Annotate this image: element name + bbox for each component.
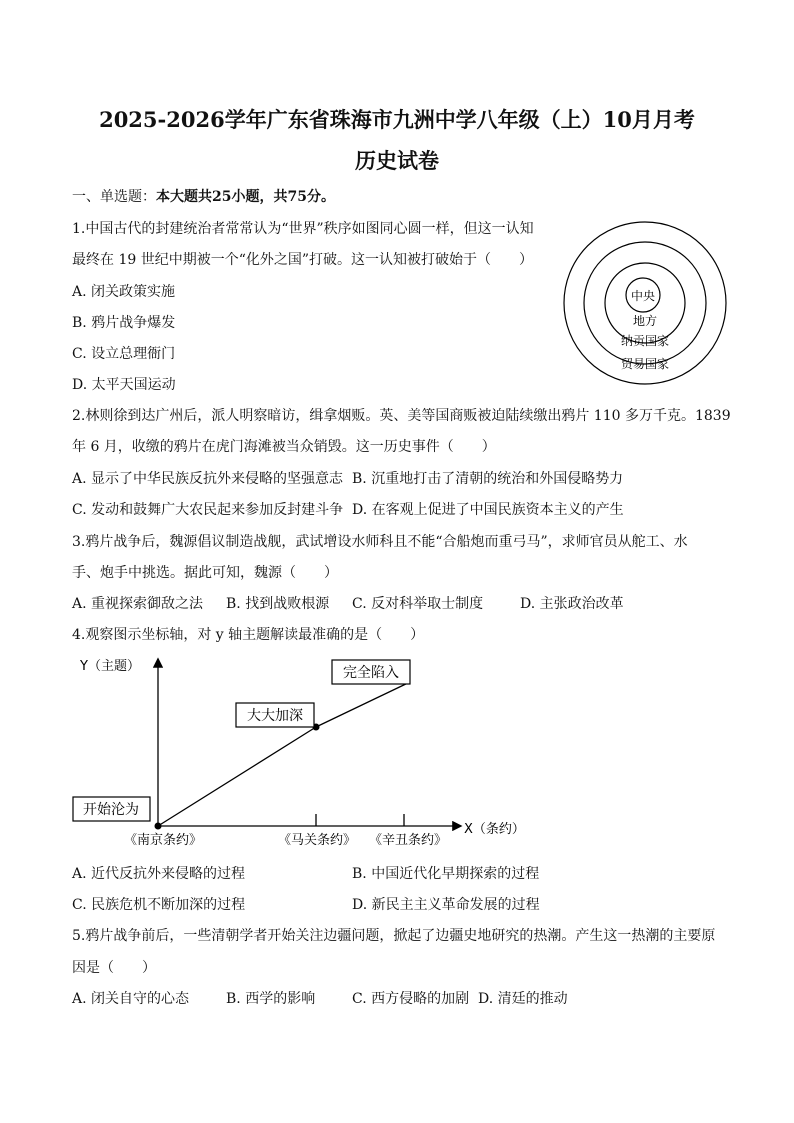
q3-option-b[interactable]: B. 找到战败根源: [226, 596, 330, 612]
q1-option-d[interactable]: D. 太平天国运动: [72, 377, 176, 393]
q1-option-c[interactable]: C. 设立总理衙门: [72, 346, 176, 362]
trend-line-2: [316, 682, 410, 727]
q2-option-b[interactable]: B. 沉重地打击了清朝的统治和外国侵略势力: [352, 471, 624, 487]
box-mid-label: 大大加深: [247, 708, 303, 724]
q5-option-a[interactable]: A. 闭关自守的心态: [72, 991, 190, 1007]
q3-option-a[interactable]: A. 重视探索御敌之法: [72, 596, 204, 612]
q5-stem-line2: 因是（ ）: [72, 960, 156, 976]
q5-option-b[interactable]: B. 西学的影响: [226, 991, 316, 1007]
trend-line-1: [158, 727, 316, 826]
section-prefix: 一、单选题：: [72, 189, 156, 205]
y-axis-label: Y（主题）: [80, 659, 140, 674]
q4-stem-line1: 4.观察图示坐标轴，对 y 轴主题解读最准确的是（ ）: [72, 627, 425, 643]
q3-stem-line2: 手、炮手中挑选。据此可知，魏源（ ）: [72, 565, 338, 581]
q2-option-a[interactable]: A. 显示了中华民族反抗外来侵略的坚强意志: [72, 471, 344, 487]
section-desc: 本大题共25小题，共75分。: [156, 189, 335, 205]
label-center: 中央: [630, 289, 656, 303]
q5-stem-line1: 5.鸦片战争前后，一些清朝学者开始关注边疆问题，掀起了边疆史地研究的热潮。产生这一热潮的主要原: [72, 928, 716, 944]
q4-option-b[interactable]: B. 中国近代化早期探索的过程: [352, 866, 540, 882]
q1-stem-line1: 1.中国古代的封建统治者常常认为“世界”秩序如图同心圆一样，但这一认知: [72, 221, 534, 237]
section-heading: [72, 186, 335, 206]
q2-option-c[interactable]: C. 发动和鼓舞广大农民起来参加反封建斗争: [72, 502, 344, 518]
x-label-maguan: 《马关条约》: [277, 833, 357, 848]
box-start-label: 开始沦为: [83, 802, 139, 818]
x-axis-label: X（条约）: [464, 822, 525, 837]
exam-title: 2025-2026学年广东省珠海市九洲中学八年级（上）10月月考: [99, 107, 695, 132]
q3-option-d[interactable]: D. 主张政治改革: [520, 596, 624, 612]
q3-option-c[interactable]: C. 反对科举取士制度: [352, 596, 484, 612]
label-local: 地方: [632, 314, 658, 328]
q5-option-d[interactable]: D. 清廷的推动: [478, 991, 568, 1007]
label-trade: 贸易国家: [620, 357, 670, 371]
point-start: [155, 823, 162, 830]
q1-option-a[interactable]: A. 闭关政策实施: [72, 284, 176, 300]
label-tribute: 纳贡国家: [620, 334, 670, 348]
q2-stem-line2: 年 6 月，收缴的鸦片在虎门海滩被当众销毁。这一历史事件（ ）: [72, 439, 496, 455]
q4-option-c[interactable]: C. 民族危机不断加深的过程: [72, 897, 246, 913]
x-label-xinchou: 《辛丑条约》: [368, 833, 448, 848]
concentric-circles-figure: [560, 218, 730, 388]
q1-stem-line2: 最终在 19 世纪中期被一个“化外之国”打破。这一认知被打破始于（ ）: [72, 252, 534, 268]
box-end-label: 完全陷入: [343, 665, 399, 681]
q4-option-d[interactable]: D. 新民主主义革命发展的过程: [352, 897, 540, 913]
q3-stem-line1: 3.鸦片战争后，魏源倡议制造战舰，武试增设水师科且不能“合船炮而重弓马”，求师官员从舵工、水: [72, 534, 688, 550]
exam-subtitle: 历史试卷: [355, 148, 439, 173]
q2-option-d[interactable]: D. 在客观上促进了中国民族资本主义的产生: [352, 502, 624, 518]
q4-option-a[interactable]: A. 近代反抗外来侵略的过程: [72, 866, 246, 882]
x-label-nanjing: 《南京条约》: [123, 833, 203, 848]
q5-option-c[interactable]: C. 西方侵略的加剧: [352, 991, 470, 1007]
ring-local: [605, 263, 685, 343]
q1-option-b[interactable]: B. 鸦片战争爆发: [72, 315, 176, 331]
q2-stem-line1: 2.林则徐到达广州后，派人明察暗访，缉拿烟贩。英、美等国商贩被迫陆续缴出鸦片 110 多万千克。1839: [72, 408, 731, 424]
treaty-axis-figure: [60, 652, 540, 852]
